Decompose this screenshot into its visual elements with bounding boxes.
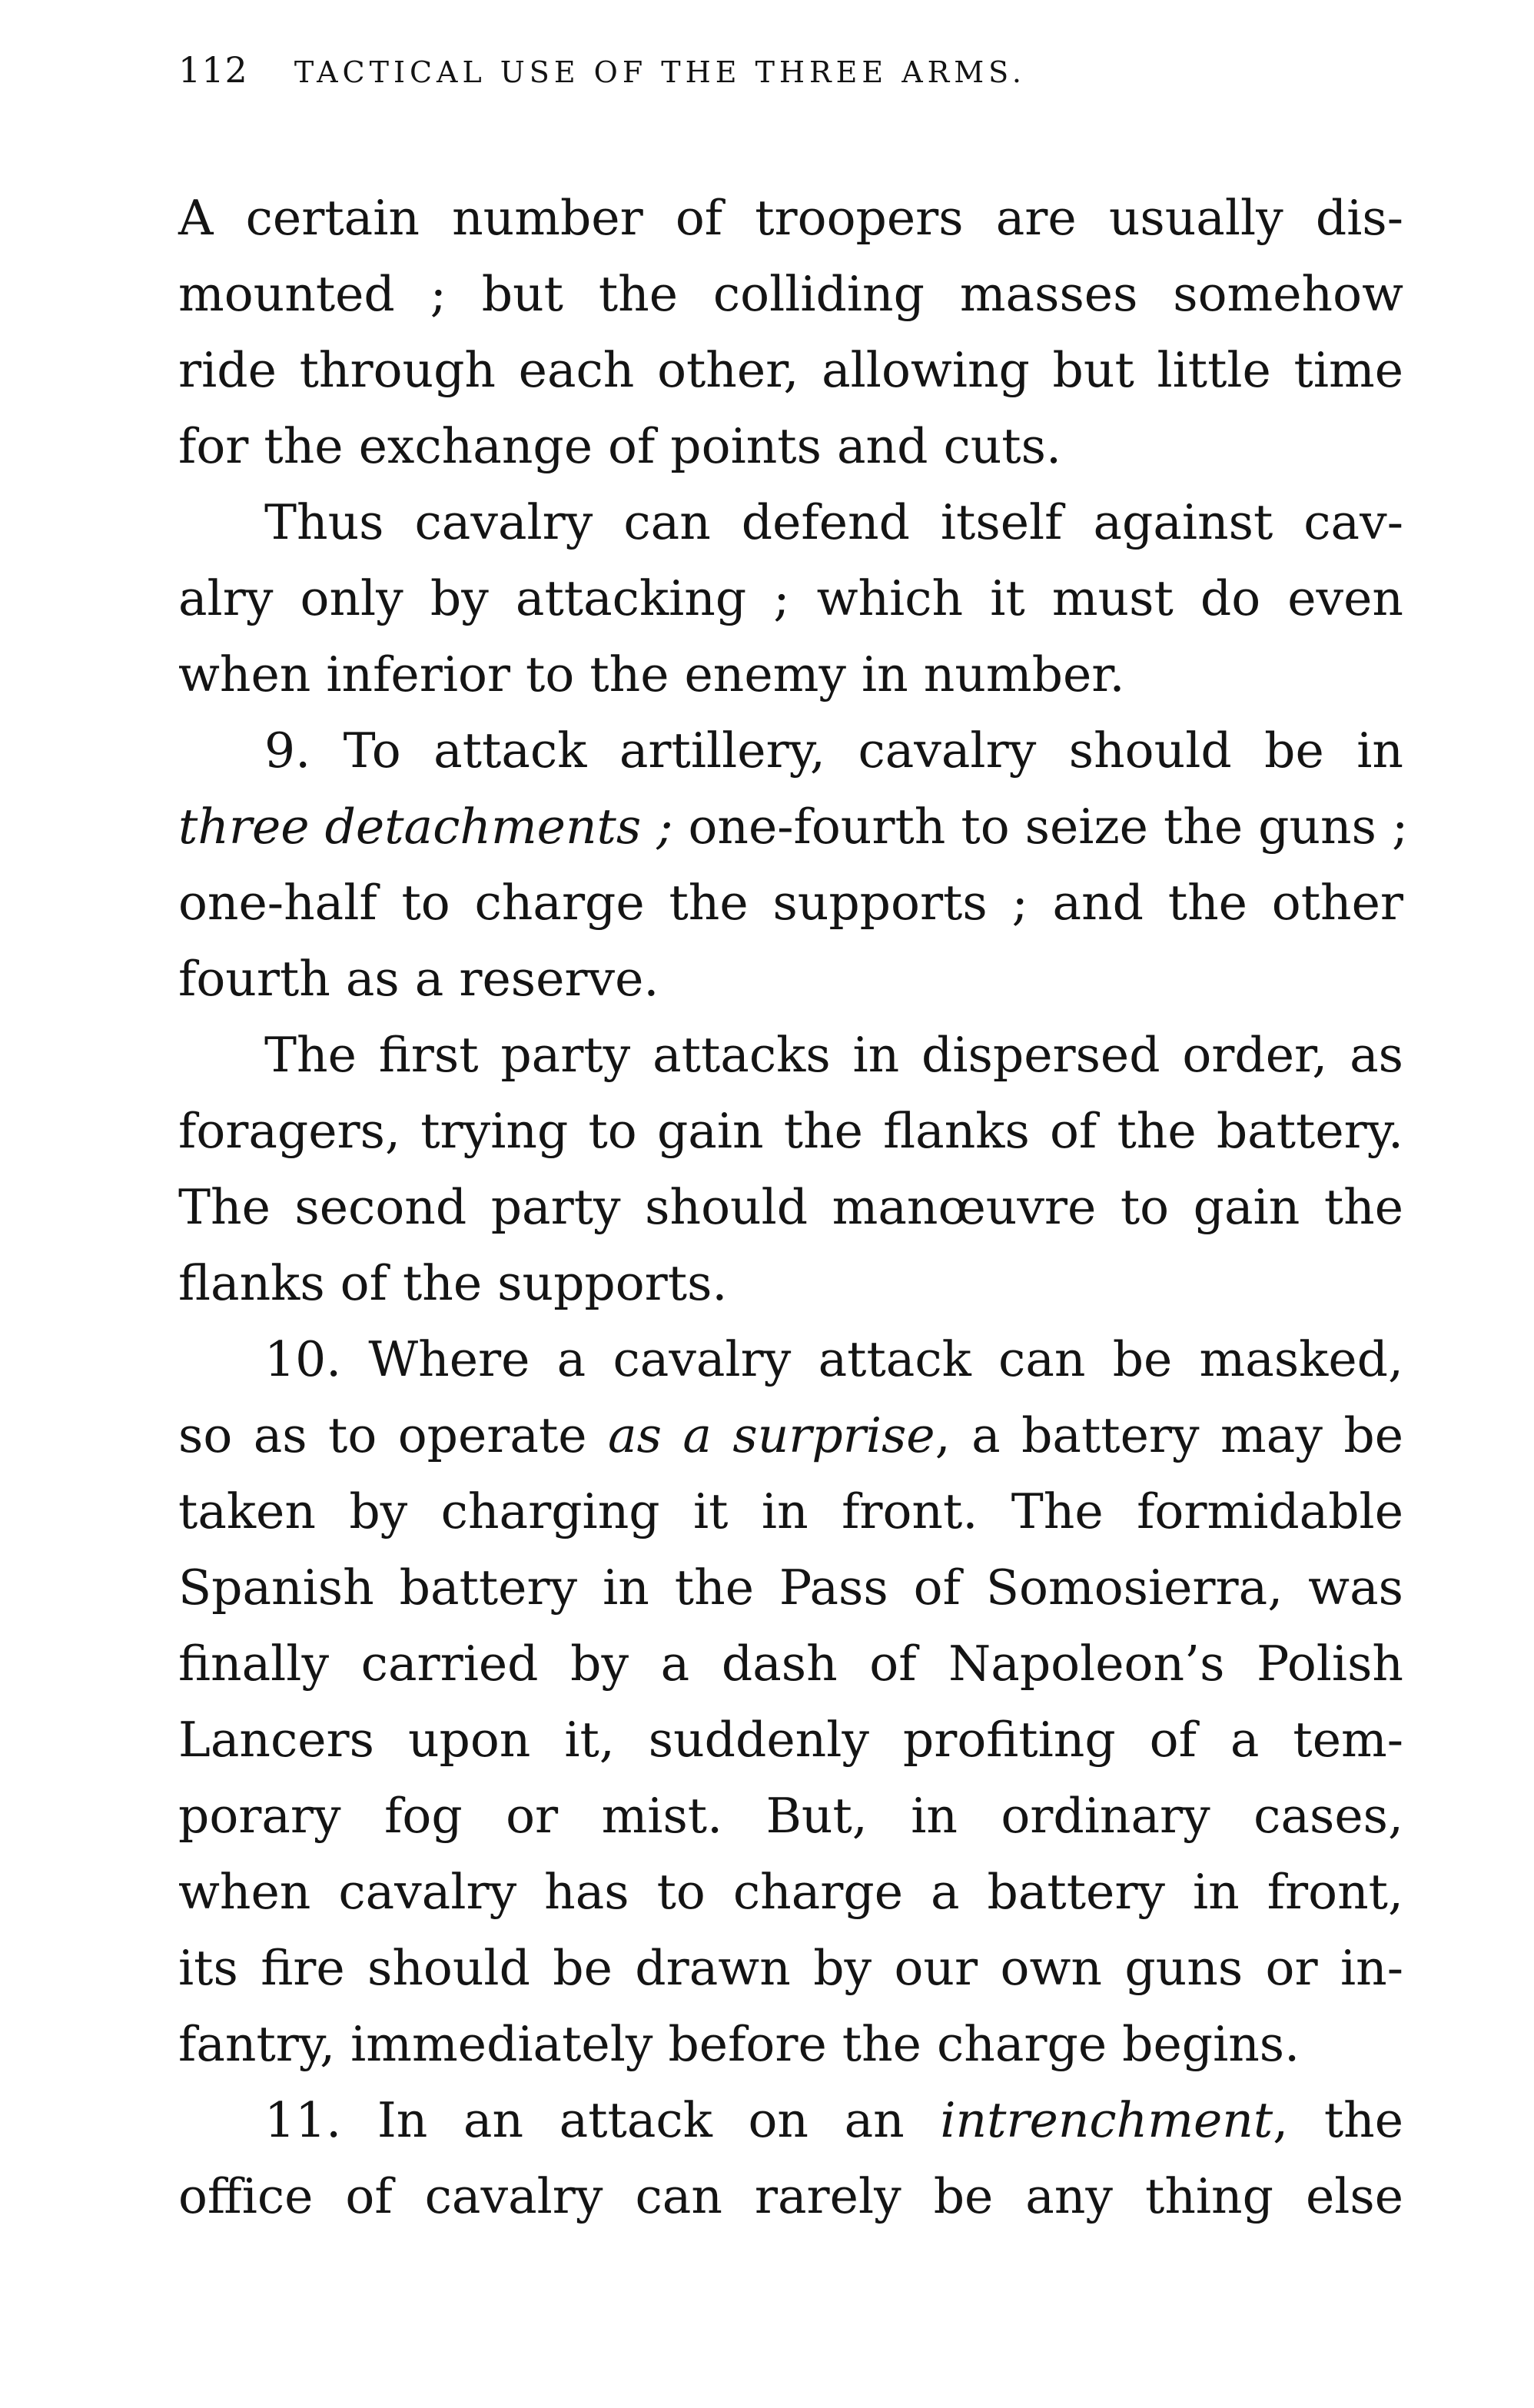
- text-line: The second party should manœuvre to gain the: [178, 1179, 1403, 1235]
- text-line: foragers, trying to gain the flanks of the battery.: [178, 1103, 1403, 1159]
- page-header: [178, 49, 1403, 103]
- text-line: taken by charging it in front. The formidable: [178, 1483, 1403, 1539]
- text-line: ride through each other, allowing but little time: [178, 342, 1403, 398]
- book-page: [178, 49, 1409, 2234]
- text-line: office of cavalry can rarely be any thing else: [178, 2168, 1403, 2224]
- page-number: 112: [178, 49, 248, 91]
- text-span: , a battery may be: [935, 1407, 1403, 1463]
- text-span: 11. In an attack on an: [264, 2092, 941, 2148]
- text-line: A certain number of troopers are usually dis-: [178, 190, 1403, 246]
- text-span: , the: [1273, 2092, 1403, 2148]
- text-line: The first party attacks in dispersed order, as: [264, 1027, 1403, 1083]
- body-text: [178, 180, 1409, 2234]
- text-span: one-fourth to seize the guns ;: [672, 799, 1409, 855]
- text-line: when cavalry has to charge a battery in front,: [178, 1864, 1403, 1920]
- text-line: 9. To attack artillery, cavalry should be in: [264, 722, 1403, 779]
- italic-phrase: as a surprise: [608, 1407, 935, 1463]
- text-line: flanks of the supports.: [178, 1255, 728, 1311]
- running-title: TACTICAL USE OF THE THREE ARMS.: [294, 55, 1026, 89]
- text-line: finally carried by a dash of Napoleon’s Polish: [178, 1636, 1403, 1692]
- text-line: Lancers upon it, suddenly profiting of a tem-: [178, 1712, 1403, 1768]
- text-line: fourth as a reserve.: [178, 951, 659, 1007]
- italic-phrase: three detachments ;: [178, 799, 673, 855]
- text-line: Thus cavalry can defend itself against cav-: [264, 494, 1403, 550]
- text-line: when inferior to the enemy in number.: [178, 646, 1125, 702]
- text-line: 10. Where a cavalry attack can be masked,: [264, 1331, 1403, 1387]
- text-line: its fire should be drawn by our own guns or in-: [178, 1940, 1403, 1996]
- text-line: mounted ; but the colliding masses somehow: [178, 266, 1403, 322]
- text-line: [178, 789, 1409, 865]
- text-line: one-half to charge the supports ; and the other: [178, 875, 1403, 931]
- text-line: porary fog or mist. But, in ordinary cases,: [178, 1788, 1403, 1844]
- text-line: alry only by attacking ; which it must do even: [178, 570, 1403, 626]
- text-line: fantry, immediately before the charge begins.: [178, 2016, 1300, 2072]
- text-line: [178, 2082, 1403, 2158]
- text-line: Spanish battery in the Pass of Somosierra, was: [178, 1559, 1403, 1616]
- text-line: [178, 1397, 1403, 1473]
- italic-phrase: intrenchment: [940, 2092, 1273, 2148]
- text-line: for the exchange of points and cuts.: [178, 418, 1061, 474]
- text-span: so as to operate: [178, 1407, 609, 1463]
